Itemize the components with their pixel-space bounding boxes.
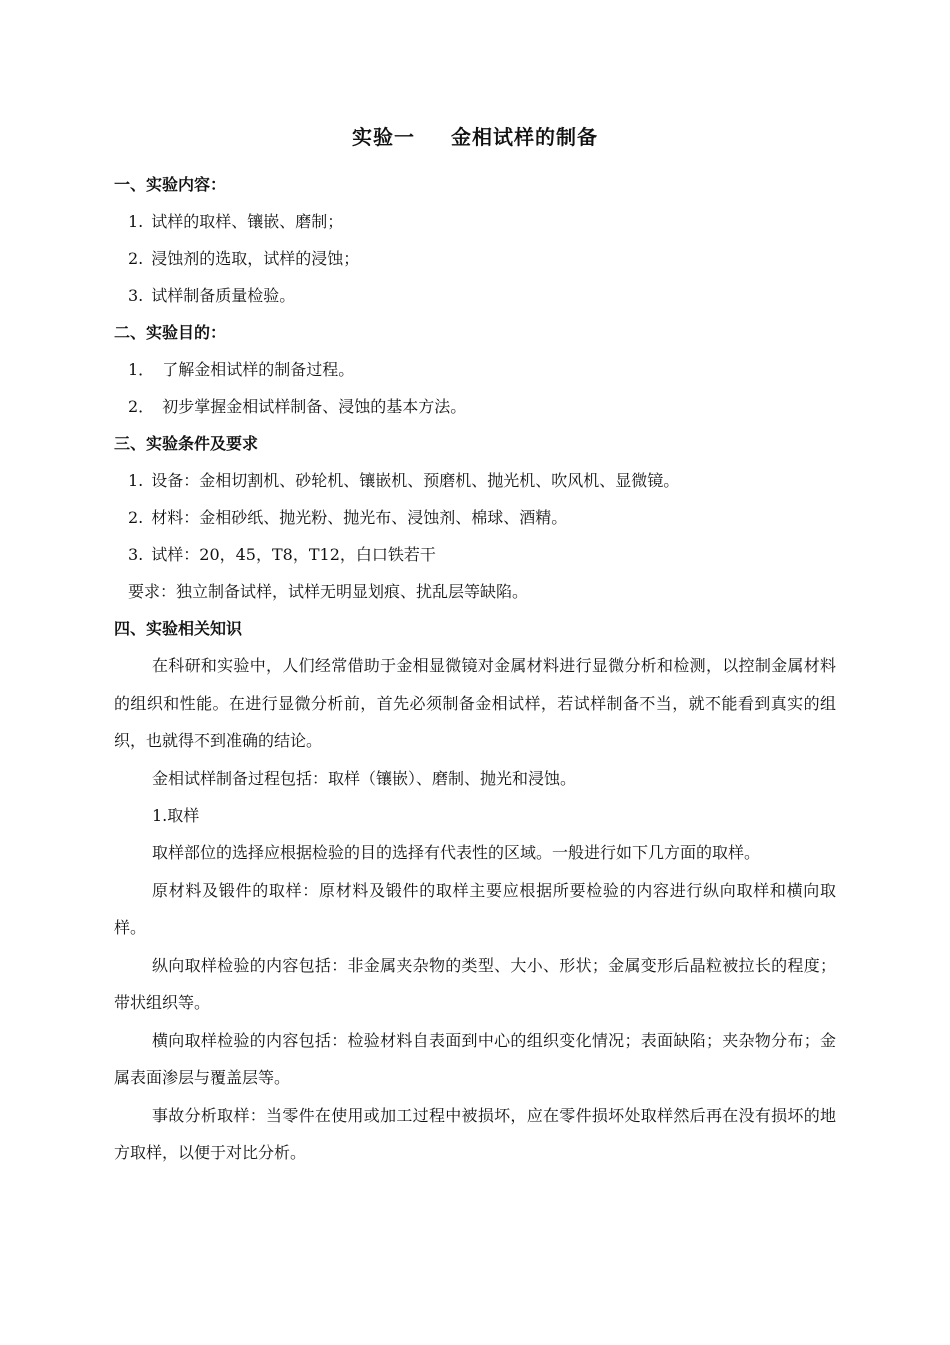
item-number: 1. [128,471,144,490]
item-number: 2. [128,508,144,527]
section-heading-purpose: 二、实验目的： [114,323,227,342]
paragraph-sampling-location: 取样部位的选择应根据检验的目的选择有代表性的区域。一般进行如下几方面的取样。 [152,843,761,862]
list-item [114,388,836,425]
subheading-sampling: 1.取样 [152,806,200,825]
list-item [114,351,836,388]
paragraph-process: 金相试样制备过程包括：取样（镶嵌）、磨制、抛光和浸蚀。 [152,768,577,788]
item-number: 3. [128,545,144,564]
item-text: 设备：金相切割机、砂轮机、镶嵌机、预磨机、抛光机、吹风机、显微镜。 [151,471,680,490]
item-number: 2. [128,249,144,268]
paragraph-failure-analysis-sampling: 事故分析取样：当零件在使用或加工过程中被损坏，应在零件损坏处取样然后再在没有损坏的地方取样，以便于对比分析。 [114,1105,836,1162]
list-item [114,203,836,240]
document-page [114,120,836,1172]
section-heading-knowledge: 四、实验相关知识 [114,619,243,638]
item-number: 2． [128,397,155,416]
list-item [114,462,836,499]
item-text: 材料：金相砂纸、抛光粉、抛光布、浸蚀剂、棉球、酒精。 [151,508,568,527]
item-number: 1. [128,212,144,231]
list-item [114,240,836,277]
title-experiment-number: 实验一 [352,125,415,149]
paragraph-transverse-sampling: 横向取样检验的内容包括：检验材料自表面到中心的组织变化情况；表面缺陷；夹杂物分布；金属表面渗层与覆盖层等。 [114,1030,836,1087]
section-heading-content: 一、实验内容： [114,175,227,194]
section-heading-conditions: 三、实验条件及要求 [114,434,259,453]
item-text: 试样的取样、镶嵌、磨制； [151,212,344,231]
item-number: 3. [128,286,144,305]
list-item [114,536,836,573]
paragraph-longitudinal-sampling: 纵向取样检验的内容包括：非金属夹杂物的类型、大小、形状；金属变形后晶粒被拉长的程度；带状组织等。 [114,955,836,1012]
item-text: 初步掌握金相试样制备、浸蚀的基本方法。 [162,397,467,416]
page-title [114,120,836,154]
list-item [114,499,836,536]
list-item [114,277,836,314]
item-text: 试样制备质量检验。 [151,286,296,305]
paragraph-intro: 在科研和实验中，人们经常借助于金相显微镜对金属材料进行显微分析和检测，以控制金属材料的组织和性能。在进行显微分析前，首先必须制备金相试样，若试样制备不当，就不能看到真实的组织，也就得不到准确的结论。 [114,656,836,750]
requirement-text: 要求：独立制备试样，试样无明显划痕、扰乱层等缺陷。 [128,582,529,601]
item-text: 试样：20，45，T8，T12，白口铁若干 [151,545,436,564]
paragraph-raw-material-sampling: 原材料及锻件的取样：原材料及锻件的取样主要应根据所要检验的内容进行纵向取样和横向取样。 [114,880,836,937]
title-experiment-name: 金相试样的制备 [451,125,598,149]
item-text: 了解金相试样的制备过程。 [162,360,355,379]
item-number: 1． [128,360,155,379]
item-text: 浸蚀剂的选取，试样的浸蚀； [151,249,360,268]
